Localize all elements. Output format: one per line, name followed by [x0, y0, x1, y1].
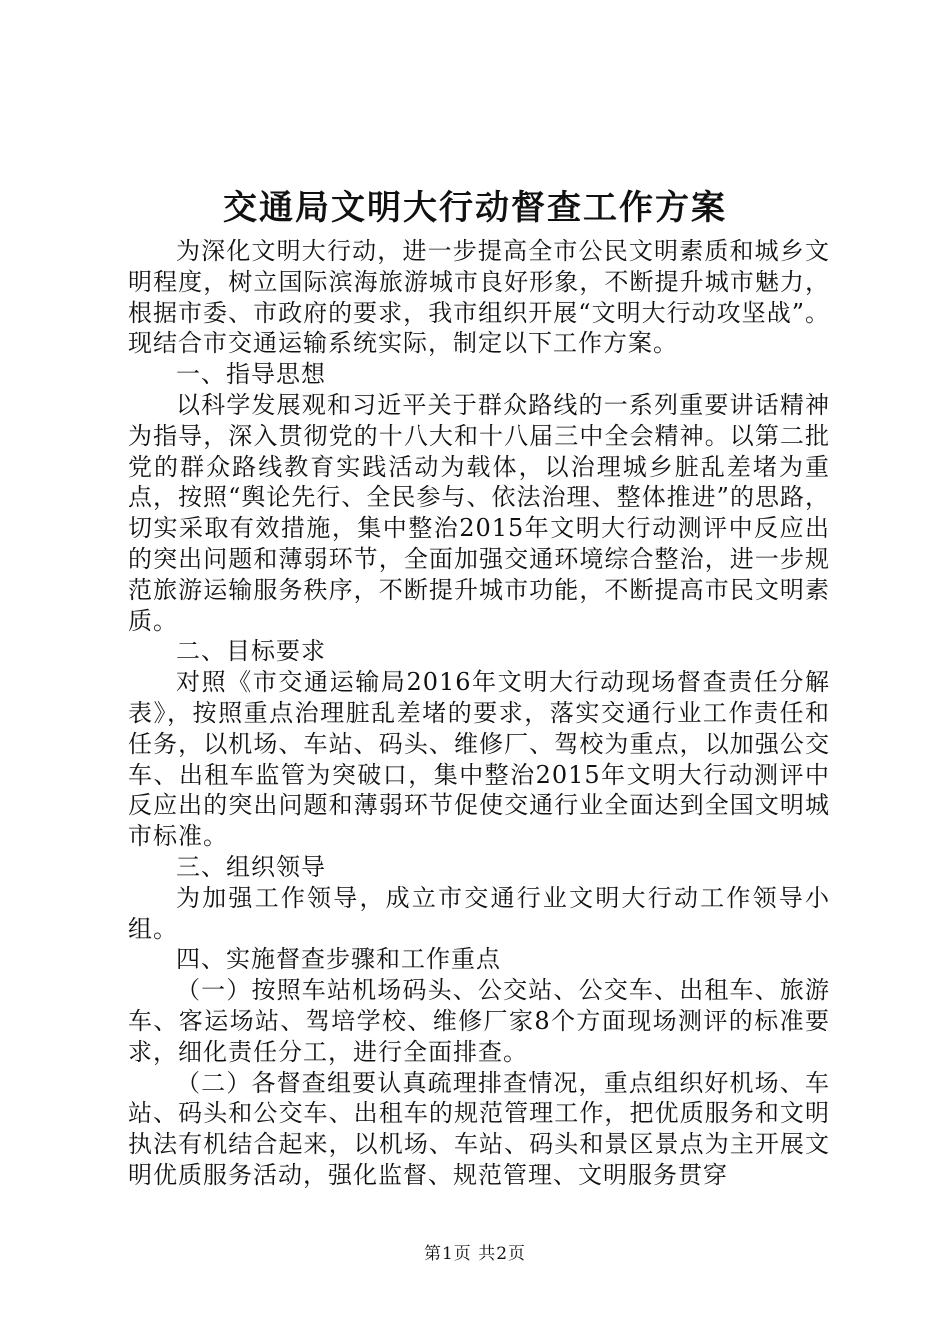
section-paragraph-guiding-ideology: 以科学发展观和习近平关于群众路线的一系列重要讲话精神为指导，深入贯彻党的十八大和十八届三中全会精神。以第二批党的群众路线教育实践活动为载体，以治理城乡脏乱差堵为重点，按照“舆论先行、全民参与、依法治理、整体推进”的思路，切实采取有效措施，集中整治2015年文明大行动测评中反应出的突出问题和薄弱环节，全面加强交通环境综合整治，进一步规范旅游运输服务秩序，不断提升城市功能，不断提高市民文明素质。 [128, 390, 830, 635]
document-title: 交通局文明大行动督查工作方案 [223, 188, 727, 228]
section-item-2: （二）各督查组要认真疏理排查情况，重点组织好机场、车站、码头和公交车、出租车的规范管理工作，把优质服务和文明执法有机结合起来，以机场、车站、码头和景区景点为主开展文明优质服务活动，强化监督、规范管理、文明服务贯穿 [128, 1068, 830, 1189]
intro-paragraph: 为深化文明大行动，进一步提高全市公民文明素质和城乡文明程度，树立国际滨海旅游城市良好形象，不断提升城市魅力，根据市委、市政府的要求，我市组织开展“文明大行动攻坚战”。现结合市交通运输系统实际，制定以下工作方案。 [128, 237, 830, 358]
section-heading-steps: 四、实施督查步骤和工作重点 [176, 945, 501, 974]
page-number-footer: 第1页 共2页 [423, 1244, 527, 1264]
section-item-1: （一）按照车站机场码头、公交站、公交车、出租车、旅游车、客运场站、驾培学校、维修厂家8个方面现场测评的标准要求，细化责任分工，进行全面排查。 [128, 976, 830, 1066]
section-paragraph-leadership: 为加强工作领导，成立市交通行业文明大行动工作领导小组。 [128, 883, 830, 943]
section-heading-guiding-ideology: 一、指导思想 [176, 360, 326, 389]
section-paragraph-goals: 对照《市交通运输局2016年文明大行动现场督查责任分解表》，按照重点治理脏乱差堵的要求，落实交通行业工作责任和任务，以机场、车站、码头、维修厂、驾校为重点，以加强公交车、出租车监管为突破口，集中整治2015年文明大行动测评中反应出的突出问题和薄弱环节促使交通行业全面达到全国文明城市标准。 [128, 668, 830, 851]
document-body [128, 236, 830, 1191]
section-heading-goals: 二、目标要求 [176, 637, 326, 666]
section-heading-leadership: 三、组织领导 [176, 852, 326, 881]
